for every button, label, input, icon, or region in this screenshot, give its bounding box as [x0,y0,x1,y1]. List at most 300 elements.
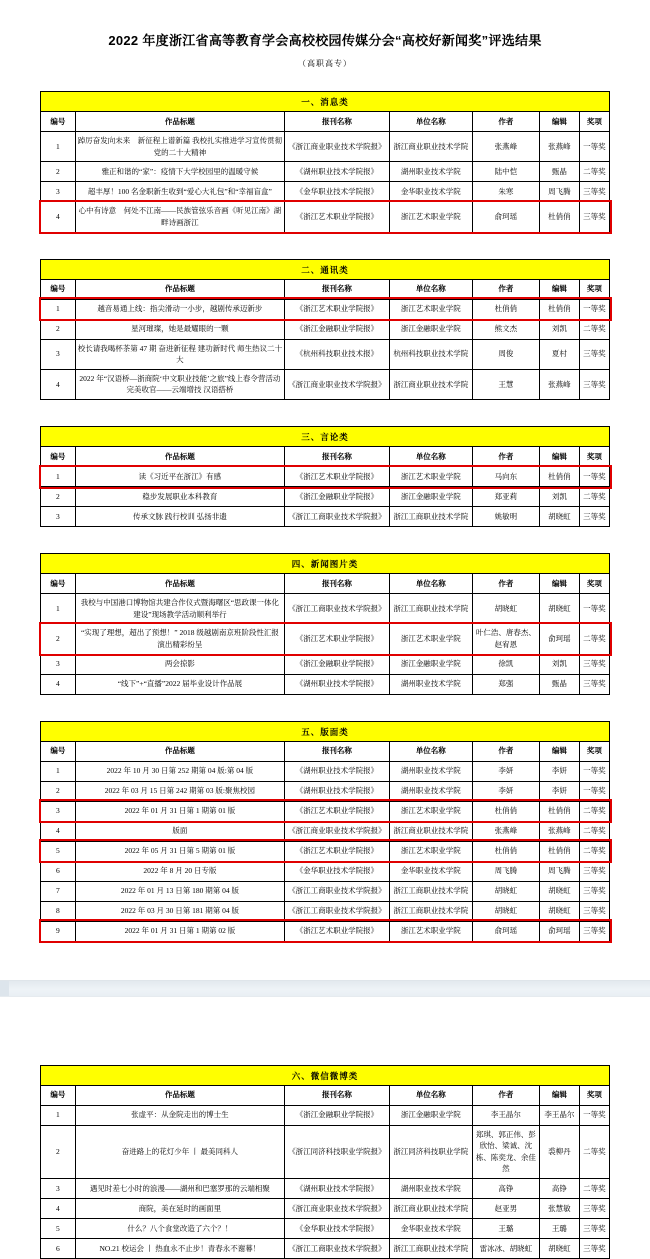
column-header: 作者 [472,112,539,132]
category-header: 一、消息类 [40,91,610,111]
table-cell: 浙江金融职业学院 [389,1105,472,1125]
column-header: 编号 [41,112,76,132]
table-cell: 二等奖 [579,801,609,821]
table-cell: 张燕峰 [539,369,579,399]
table-cell: 3 [41,507,76,527]
table-row [41,1179,610,1199]
table-cell: 星河璀璨，她是最耀眼的一颗 [75,319,284,339]
table-header-row [41,741,610,761]
column-header: 奖项 [579,741,609,761]
table-row [41,162,610,182]
table-cell: 1 [41,1105,76,1125]
table-cell: 浙江金融职业学院 [389,487,472,507]
table-cell: 杭州科技职业技术学院 [389,339,472,369]
column-header: 单位名称 [389,1085,472,1105]
table-cell: 夏村 [539,339,579,369]
table-header-row [41,447,610,467]
table-cell: 胡晓虹 [539,881,579,901]
document-page-2 [0,997,650,1259]
awards-table [40,279,610,401]
highlighted-row [41,624,610,654]
table-cell: 郑亚莉 [472,487,539,507]
table-cell: 浙江工商职业技术学院 [389,901,472,921]
column-header: 单位名称 [389,279,472,299]
table-cell: 二等奖 [579,487,609,507]
table-cell: 三等奖 [579,921,609,941]
table-cell: 三等奖 [579,881,609,901]
table-cell: 王慧 [472,369,539,399]
table-row [41,319,610,339]
table-cell: 浙江工商职业技术学院 [389,881,472,901]
table-row [41,901,610,921]
table-cell: 胡晓虹 [539,901,579,921]
table-cell: 甄晶 [539,162,579,182]
table-cell: 张慧敏 [539,1199,579,1219]
table-cell: 3 [41,182,76,202]
table-row [41,339,610,369]
table-cell: 三等奖 [579,1199,609,1219]
table-cell: 湖州职业技术学院 [389,1179,472,1199]
column-header: 编辑 [539,447,579,467]
table-cell: 一等奖 [579,761,609,781]
highlighted-row [41,841,610,861]
table-row [41,781,610,801]
table-cell: 商院，美在延时的画面里 [75,1199,284,1219]
table-cell: 2022 年 03 月 15 日第 242 期第 03 版:聚焦校园 [75,781,284,801]
table-header-row [41,574,610,594]
table-cell: 1 [41,594,76,624]
table-cell: 3 [41,339,76,369]
table-row [41,881,610,901]
table-cell: 杜俏俏 [539,467,579,487]
table-cell: 超丰厚！100 名金职新生收到“爱心大礼包”和“幸福盲盒” [75,182,284,202]
table-cell: 三等奖 [579,507,609,527]
column-header: 奖项 [579,279,609,299]
table-cell: 一等奖 [579,299,609,319]
table-cell: 杜俏俏 [539,299,579,319]
table-cell: 《浙江艺术职业学院报》 [285,467,390,487]
table-cell: 2022 年 03 月 30 日第 181 期第 04 版 [75,901,284,921]
table-cell: 9 [41,921,76,941]
column-header: 作品标题 [75,574,284,594]
table-cell: 胡晓虹 [472,594,539,624]
column-header: 作品标题 [75,279,284,299]
table-cell: 浙江金融职业学院 [389,654,472,674]
table-cell: 《金华职业技术学院报》 [285,1219,390,1239]
column-header: 编辑 [539,574,579,594]
table-cell: 3 [41,1179,76,1199]
table-cell: 二等奖 [579,841,609,861]
table-cell: 李王晶尔 [539,1105,579,1125]
table-cell: 甄晶 [539,674,579,694]
category-section [40,259,610,401]
table-cell: 《湖州职业技术学院报》 [285,761,390,781]
table-cell: 《浙江同济科技职业学院报》 [285,1125,390,1179]
table-cell: 2 [41,487,76,507]
column-header: 作品标题 [75,447,284,467]
table-cell: 二等奖 [579,821,609,841]
column-header: 作者 [472,279,539,299]
table-cell: 三等奖 [579,1219,609,1239]
table-cell: 李妍 [472,761,539,781]
table-cell: 金华职业技术学院 [389,182,472,202]
column-header: 奖项 [579,447,609,467]
table-cell: 湖州职业技术学院 [389,674,472,694]
table-cell: 湖州职业技术学院 [389,761,472,781]
table-cell: 一等奖 [579,132,609,162]
table-cell: 浙江商业职业技术学院 [389,369,472,399]
table-cell: 俞珂瑶 [472,921,539,941]
table-cell: 张燕峰 [472,821,539,841]
award-tables-page1 [0,91,650,942]
table-cell: 马向东 [472,467,539,487]
table-cell: 裘柳丹 [539,1125,579,1179]
table-cell: 浙江艺术职业学院 [389,202,472,232]
table-cell: 《浙江金融职业学院报》 [285,1105,390,1125]
awards-table [40,111,610,233]
table-cell: 5 [41,841,76,861]
table-cell: 胡晓虹 [472,901,539,921]
awards-table [40,573,610,695]
table-cell: 张燕峰 [472,132,539,162]
table-cell: 刘凯 [539,654,579,674]
column-header: 报刊名称 [285,279,390,299]
table-cell: 雷冰冰、胡晓虹 [472,1239,539,1259]
category-header: 五、版面类 [40,721,610,741]
table-cell: 《浙江艺术职业学院报》 [285,202,390,232]
table-cell: 湖州职业技术学院 [389,162,472,182]
table-row [41,507,610,527]
table-cell: 1 [41,132,76,162]
table-cell: 张燕峰 [539,132,579,162]
table-cell: 浙江艺术职业学院 [389,467,472,487]
column-header: 作者 [472,741,539,761]
table-cell: 《浙江艺术职业学院报》 [285,841,390,861]
column-header: 报刊名称 [285,574,390,594]
table-cell: 2022 年 01 月 13 日第 180 期第 04 版 [75,881,284,901]
category-section [40,91,610,233]
table-cell: 杜俏俏 [539,202,579,232]
table-cell: 浙江工商职业技术学院 [389,507,472,527]
table-cell: 版面 [75,821,284,841]
column-header: 作品标题 [75,741,284,761]
table-row [41,1199,610,1219]
table-cell: 4 [41,369,76,399]
table-cell: 浙江工商职业技术学院 [389,1239,472,1259]
table-row [41,132,610,162]
table-cell: 2 [41,1125,76,1179]
table-cell: 1 [41,467,76,487]
table-cell: 三等奖 [579,202,609,232]
table-cell: 《浙江商业职业技术学院报》 [285,1199,390,1219]
table-cell: 周飞腾 [539,182,579,202]
column-header: 奖项 [579,1085,609,1105]
table-cell: 《湖州职业技术学院报》 [285,674,390,694]
table-cell: 2022 年 8 月 20 日专版 [75,861,284,881]
table-cell: 4 [41,202,76,232]
table-cell: 校长请我喝杯茶第 47 期 奋进新征程 建功新时代 师生热议二十大 [75,339,284,369]
awards-table [40,741,610,942]
table-cell: 浙江商业职业技术学院 [389,132,472,162]
table-cell: 浙江商业职业技术学院 [389,821,472,841]
table-row [41,1219,610,1239]
table-cell: 三等奖 [579,369,609,399]
table-cell: 胡晓虹 [539,594,579,624]
table-cell: 4 [41,1199,76,1219]
table-cell: 6 [41,861,76,881]
table-cell: 杜俏俏 [472,841,539,861]
table-cell: 赵亚男 [472,1199,539,1219]
table-cell: 《浙江艺术职业学院报》 [285,801,390,821]
table-cell: 2 [41,319,76,339]
column-header: 作品标题 [75,112,284,132]
table-cell: 浙江艺术职业学院 [389,624,472,654]
table-cell: 三等奖 [579,654,609,674]
table-cell: 浙江艺术职业学院 [389,299,472,319]
table-cell: 一等奖 [579,1105,609,1125]
table-cell: 浙江金融职业学院 [389,319,472,339]
table-cell: 高铮 [539,1179,579,1199]
table-cell: 朱寒 [472,182,539,202]
table-cell: 《浙江工商职业技术学院报》 [285,507,390,527]
table-cell: 胡晓虹 [472,881,539,901]
table-cell: 《浙江金融职业学院报》 [285,487,390,507]
column-header: 奖项 [579,112,609,132]
table-cell: 二等奖 [579,319,609,339]
column-header: 报刊名称 [285,741,390,761]
table-cell: 湖州职业技术学院 [389,781,472,801]
highlighted-row [41,801,610,821]
column-header: 作者 [472,1085,539,1105]
table-cell: 刘凯 [539,487,579,507]
table-cell: 周飞腾 [539,861,579,881]
column-header: 编辑 [539,1085,579,1105]
table-cell: 2 [41,781,76,801]
table-cell: 叶仁浩、唐春杰、赵宥恩 [472,624,539,654]
table-cell: 张虚平：从金院走出的博士生 [75,1105,284,1125]
table-cell: “线下”+“直播”2022 届毕业设计作品展 [75,674,284,694]
column-header: 单位名称 [389,574,472,594]
table-header-row [41,279,610,299]
column-header: 编辑 [539,112,579,132]
table-cell: 2 [41,162,76,182]
table-cell: 3 [41,654,76,674]
column-header: 单位名称 [389,112,472,132]
table-cell: 《浙江工商职业技术学院报》 [285,1239,390,1259]
table-cell: 三等奖 [579,339,609,369]
table-row [41,861,610,881]
table-cell: 1 [41,761,76,781]
table-cell: 《浙江艺术职业学院报》 [285,624,390,654]
page-break-separator [0,980,650,997]
column-header: 单位名称 [389,447,472,467]
table-cell: 2 [41,624,76,654]
table-cell: 《湖州职业技术学院报》 [285,162,390,182]
table-cell: 两会掠影 [75,654,284,674]
page-title: 2022 年度浙江省高等教育学会高校校园传媒分会“高校好新闻奖”评选结果 [0,30,650,49]
table-cell: 张燕峰 [539,821,579,841]
category-header: 二、通讯类 [40,259,610,279]
page-subtitle: （高职高专） [0,58,650,69]
table-cell: 三等奖 [579,861,609,881]
table-cell: 《湖州职业技术学院报》 [285,1179,390,1199]
table-cell: 俞珂瑶 [472,202,539,232]
highlighted-row [41,467,610,487]
column-header: 奖项 [579,574,609,594]
table-cell: 什么？八个食堂改造了六个？！ [75,1219,284,1239]
table-cell: 高铮 [472,1179,539,1199]
table-row [41,654,610,674]
column-header: 编号 [41,279,76,299]
table-row [41,594,610,624]
table-cell: 4 [41,821,76,841]
table-cell: 8 [41,901,76,921]
table-row [41,674,610,694]
table-header-row [41,112,610,132]
column-header: 作者 [472,447,539,467]
table-cell: 2022 年“汉语桥—浙商院‘中文职业技能’之旅”线上春令营活动完美收官——云端增技 汉语搭桥 [75,369,284,399]
table-row [41,1105,610,1125]
category-header: 三、言论类 [40,426,610,446]
column-header: 编号 [41,1085,76,1105]
highlighted-row [41,921,610,941]
column-header: 作者 [472,574,539,594]
table-cell: 1 [41,299,76,319]
table-cell: 《浙江商业职业技术学院报》 [285,132,390,162]
table-cell: 金华职业技术学院 [389,1219,472,1239]
awards-table [40,446,610,527]
column-header: 编辑 [539,279,579,299]
table-cell: 李妍 [472,781,539,801]
table-cell: 李妍 [539,761,579,781]
table-row [41,369,610,399]
table-cell: 《浙江商业职业技术学院报》 [285,369,390,399]
table-cell: 姚敏明 [472,507,539,527]
table-cell: 雅正和谐的“家”：疫情下大学校园里的温暖守候 [75,162,284,182]
page-break-edge [0,981,9,996]
awards-table [40,1085,610,1259]
table-cell: 4 [41,674,76,694]
table-cell: 浙江同济科技职业学院 [389,1125,472,1179]
table-cell: 5 [41,1219,76,1239]
award-tables-page2 [0,1065,650,1259]
highlighted-row [41,299,610,319]
category-section [40,426,610,527]
table-header-row [41,1085,610,1105]
table-cell: 一等奖 [579,781,609,801]
table-cell: 《浙江艺术职业学院报》 [285,299,390,319]
table-cell: 一等奖 [579,594,609,624]
table-cell: 《浙江艺术职业学院报》 [285,921,390,941]
table-cell: 陆中恺 [472,162,539,182]
table-cell: 三等奖 [579,674,609,694]
table-cell: 郑琪、郭正伟、彭欣怡、梁诚、沈栋、陈奕龙、余佳然 [472,1125,539,1179]
table-cell: 二等奖 [579,624,609,654]
table-cell: 越音易通上线：指尖滑动一小步，越剧传承迈新步 [75,299,284,319]
table-cell: 《浙江工商职业技术学院报》 [285,881,390,901]
table-cell: 俞珂瑶 [539,624,579,654]
table-cell: 我校与中国港口博物馆共建合作仪式暨海曙区“思政课一体化建设”现场教学活动顺利举行 [75,594,284,624]
column-header: 报刊名称 [285,1085,390,1105]
column-header: 报刊名称 [285,447,390,467]
table-cell: 《浙江金融职业学院报》 [285,319,390,339]
table-cell: 踔厉奋发向未来 新征程上谱新篇 我校扎实推进学习宣传贯彻党的二十大精神 [75,132,284,162]
table-cell: 《浙江商业职业技术学院报》 [285,821,390,841]
table-cell: 二等奖 [579,1179,609,1199]
table-cell: 6 [41,1239,76,1259]
table-cell: 7 [41,881,76,901]
table-cell: 遇见时差七小时的浪漫——湖州和巴塞罗那的云端相聚 [75,1179,284,1199]
table-cell: 杜俏俏 [472,801,539,821]
table-cell: 王璐 [539,1219,579,1239]
table-cell: 《金华职业技术学院报》 [285,182,390,202]
column-header: 编辑 [539,741,579,761]
highlighted-row [41,202,610,232]
table-cell: 三等奖 [579,182,609,202]
table-cell: “实现了理想，超出了预想！” 2018 级越剧南京班阶段性汇报演出精彩纷呈 [75,624,284,654]
table-cell: 心中有诗意 何处不江南——民族管弦乐音画《听见江南》湖畔诗画浙江 [75,202,284,232]
column-header: 编号 [41,447,76,467]
table-cell: 周飞腾 [472,861,539,881]
table-cell: 2022 年 01 月 31 日第 1 期第 01 版 [75,801,284,821]
column-header: 单位名称 [389,741,472,761]
table-cell: 《浙江金融职业学院报》 [285,654,390,674]
table-cell: 《湖州职业技术学院报》 [285,781,390,801]
table-cell: 浙江艺术职业学院 [389,841,472,861]
table-row [41,182,610,202]
table-cell: 2022 年 01 月 31 日第 1 期第 02 版 [75,921,284,941]
table-cell: 浙江艺术职业学院 [389,921,472,941]
table-cell: 二等奖 [579,162,609,182]
category-header: 六、微信微博类 [40,1065,610,1085]
table-cell: 李王晶尔 [472,1105,539,1125]
table-cell: 浙江艺术职业学院 [389,801,472,821]
category-section [40,553,610,695]
column-header: 作品标题 [75,1085,284,1105]
table-cell: 2022 年 10 月 30 日第 252 期第 04 版:第 04 版 [75,761,284,781]
table-cell: NO.21 校运会 丨 热血永不止步！青春永不谢幕！ [75,1239,284,1259]
table-cell: 金华职业技术学院 [389,861,472,881]
table-cell: 俞珂瑶 [539,921,579,941]
table-row [41,487,610,507]
table-cell: 3 [41,801,76,821]
table-cell: 杜俏俏 [472,299,539,319]
table-cell: 传承文脉 践行校训 弘扬非遗 [75,507,284,527]
table-cell: 胡晓虹 [539,1239,579,1259]
table-cell: 郑强 [472,674,539,694]
table-cell: 2022 年 05 月 31 日第 5 期第 01 版 [75,841,284,861]
table-cell: 三等奖 [579,901,609,921]
table-cell: 徐凯 [472,654,539,674]
category-section [40,1065,610,1259]
table-cell: 读《习近平在浙江》有感 [75,467,284,487]
table-cell: 周俊 [472,339,539,369]
table-cell: 熊文杰 [472,319,539,339]
table-cell: 稳步发展职业本科教育 [75,487,284,507]
table-row [41,1239,610,1259]
table-cell: 奋进路上的花灯少年 丨 最美同科人 [75,1125,284,1179]
table-row [41,761,610,781]
table-cell: 三等奖 [579,1239,609,1259]
table-cell: 二等奖 [579,1125,609,1179]
table-cell: 杜俏俏 [539,841,579,861]
table-cell: 《金华职业技术学院报》 [285,861,390,881]
table-cell: 《浙江工商职业技术学院报》 [285,594,390,624]
column-header: 编号 [41,574,76,594]
table-cell: 《浙江工商职业技术学院报》 [285,901,390,921]
table-cell: 一等奖 [579,467,609,487]
table-cell: 李妍 [539,781,579,801]
